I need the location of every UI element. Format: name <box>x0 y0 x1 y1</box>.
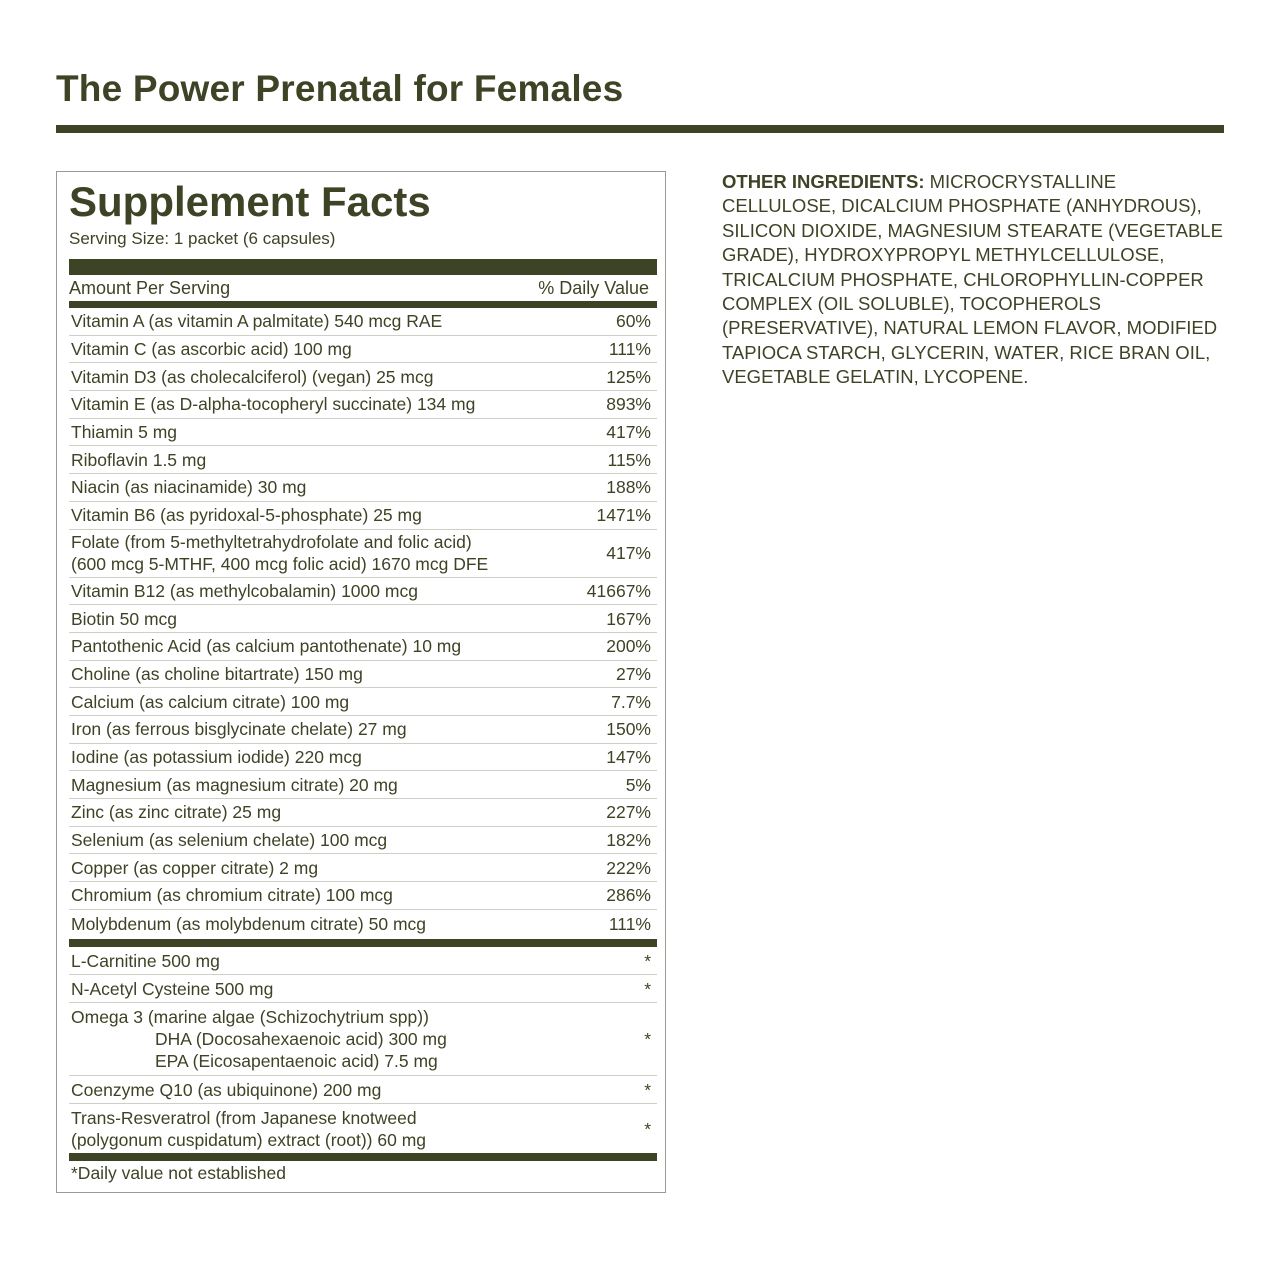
nutrient-name-line: Molybdenum (as molybdenum citrate) 50 mcg <box>71 913 427 934</box>
nutrient-row <box>69 975 657 1003</box>
nutrient-row <box>69 1003 657 1076</box>
nutrient-row <box>69 530 657 578</box>
daily-value: 417% <box>606 422 651 443</box>
daily-value: 125% <box>606 366 651 387</box>
nutrient-name <box>69 663 363 685</box>
nutrient-row <box>69 947 657 975</box>
nutrient-name-line: (600 mcg 5-MTHF, 400 mcg folic acid) 1670 mcg DFE <box>71 554 489 574</box>
nutrient-name-line: (polygonum cuspidatum) extract (root)) 60 mg <box>71 1130 426 1150</box>
nutrient-row <box>69 827 657 855</box>
nutrient-name <box>69 421 177 443</box>
nutrient-row <box>69 799 657 827</box>
nutrient-row <box>69 363 657 391</box>
daily-value: * <box>644 1079 651 1100</box>
nutrient-name-line: Trans-Resveratrol (from Japanese knotweed <box>71 1108 417 1128</box>
nutrient-name <box>69 338 352 360</box>
nutrient-row <box>69 910 657 938</box>
nutrient-name-line: Vitamin E (as D-alpha-tocopheryl succinate) 134 mg <box>71 394 476 415</box>
nutrient-row <box>69 308 657 336</box>
nutrient-name-line: N-Acetyl Cysteine 500 mg <box>71 978 274 999</box>
nutrient-sub-line: DHA (Docosahexaenoic acid) 300 mg <box>155 1029 447 1049</box>
nutrient-row <box>69 446 657 474</box>
daily-value: * <box>644 1119 651 1139</box>
divider-bar <box>69 301 657 308</box>
daily-value: 60% <box>615 311 651 332</box>
daily-value: 111% <box>608 339 651 360</box>
nutrient-name-line: L-Carnitine 500 mg <box>71 950 220 971</box>
nutrient-name <box>69 884 393 906</box>
daily-value: 286% <box>606 885 651 906</box>
nutrient-name-line: Chromium (as chromium citrate) 100 mcg <box>71 885 393 906</box>
nutrient-name-line: Coenzyme Q10 (as ubiquinone) 200 mg <box>71 1079 382 1100</box>
daily-value: * <box>644 1029 651 1049</box>
daily-value: 417% <box>606 543 651 563</box>
nutrient-name-line: Zinc (as zinc citrate) 25 mg <box>71 802 282 823</box>
facts-heading: Supplement Facts <box>69 178 431 225</box>
daily-value: 150% <box>606 719 651 740</box>
nutrient-name <box>69 746 362 768</box>
nutrient-name <box>69 774 398 796</box>
nutrient-name-line: Magnesium (as magnesium citrate) 20 mg <box>71 774 398 795</box>
nutrient-sub-line: EPA (Eicosapentaenoic acid) 7.5 mg <box>155 1051 438 1071</box>
daily-value: 167% <box>606 608 651 629</box>
page-title: The Power Prenatal for Females <box>56 68 624 109</box>
nutrient-row <box>69 578 657 606</box>
daily-value: 115% <box>607 449 651 470</box>
nutrient-row <box>69 1104 657 1154</box>
nutrient-name-line: Biotin 50 mcg <box>71 608 178 629</box>
nutrient-name-line: Vitamin B6 (as pyridoxal-5-phosphate) 25 mg <box>71 505 422 526</box>
vitamin-rows <box>69 308 657 937</box>
column-header-row <box>69 275 657 301</box>
nutrient-row <box>69 502 657 530</box>
nutrient-name <box>69 310 442 332</box>
divider-bar <box>69 939 657 947</box>
nutrient-name <box>69 913 426 935</box>
nutrient-name <box>69 635 461 657</box>
amount-per-serving-label: Amount Per Serving <box>69 277 231 298</box>
daily-value: 893% <box>606 394 651 415</box>
nutrient-row <box>69 716 657 744</box>
supplement-facts-panel <box>56 171 666 1193</box>
daily-value: 111% <box>608 913 651 934</box>
nutrient-name <box>69 366 433 388</box>
nutrient-name-line: Selenium (as selenium chelate) 100 mcg <box>71 830 388 851</box>
nutrient-name-line: Iodine (as potassium iodide) 220 mcg <box>71 746 362 767</box>
nutrient-row <box>69 474 657 502</box>
serving-size: Serving Size: 1 packet (6 capsules) <box>69 229 336 248</box>
nutrient-row <box>69 605 657 633</box>
daily-value: 1471% <box>596 505 651 526</box>
nutrient-name-line: Thiamin 5 mg <box>71 422 178 443</box>
nutrient-name <box>69 393 475 415</box>
nutrient-name-line: Omega 3 (marine algae (Schizochytrium spp)) <box>71 1007 429 1027</box>
nutrient-row <box>69 771 657 799</box>
nutrient-name <box>69 950 220 972</box>
other-ingredients-text: MICROCRYSTALLINE CELLULOSE, DICALCIUM PHOSPHATE (ANHYDROUS), SILICON DIOXIDE, MAGNESIUM STEARATE (VEGETABLE GRADE), HYDROXYPROPYL METHYLCELLULOSE, TRICALCIUM PHOSPHATE, CHLOROPHYLLIN-COPPER COMPLEX (OIL SOLUBLE), TOCOPHEROLS (PRESERVATIVE), NATURAL LEMON FLAVOR, MODIFIED TAPIOCA STARCH, GLYCERIN, WATER, RICE BRAN OIL, VEGETABLE GELATIN, LYCOPENE. <box>722 171 1223 388</box>
nutrient-name <box>69 801 281 823</box>
nutrient-name-line: Vitamin D3 (as cholecalciferol) (vegan) 25 mcg <box>71 366 434 387</box>
daily-value: 27% <box>615 663 651 684</box>
daily-value: 227% <box>606 802 651 823</box>
other-nutrient-rows <box>69 947 657 1154</box>
daily-value: 182% <box>606 830 651 851</box>
nutrient-name-line: Iron (as ferrous bisglycinate chelate) 27 mg <box>71 719 407 740</box>
nutrient-name-line: Niacin (as niacinamide) 30 mg <box>71 477 307 498</box>
divider-bar <box>69 259 657 275</box>
daily-value: 5% <box>625 774 651 795</box>
nutrient-name <box>69 718 407 740</box>
daily-value: 41667% <box>586 580 651 601</box>
daily-value: 188% <box>606 477 651 498</box>
daily-value: 7.7% <box>611 691 651 712</box>
nutrient-name <box>69 449 206 471</box>
daily-value: * <box>644 950 651 971</box>
nutrient-name <box>69 691 349 713</box>
nutrient-name-line: Vitamin B12 (as methylcobalamin) 1000 mcg <box>71 580 418 601</box>
nutrient-name <box>69 1107 426 1151</box>
daily-value: 222% <box>606 857 651 878</box>
daily-value-label: % Daily Value <box>538 277 649 298</box>
other-ingredients-label: OTHER INGREDIENTS: <box>722 171 925 192</box>
footnote: *Daily value not established <box>71 1163 286 1183</box>
nutrient-name <box>69 978 273 1000</box>
nutrient-name <box>69 1079 381 1101</box>
title-divider <box>56 125 1224 133</box>
nutrient-name-line: Riboflavin 1.5 mg <box>71 449 207 470</box>
nutrient-name <box>69 504 422 526</box>
nutrient-name-line: Copper (as copper citrate) 2 mg <box>71 857 319 878</box>
nutrient-name <box>69 857 318 879</box>
nutrient-row <box>69 1076 657 1104</box>
nutrient-row <box>69 633 657 661</box>
nutrient-name <box>69 608 177 630</box>
daily-value: 147% <box>606 746 651 767</box>
nutrient-row <box>69 661 657 689</box>
nutrient-name-line: Folate (from 5-methyltetrahydrofolate and folic acid) <box>71 532 472 552</box>
other-ingredients <box>722 170 1227 390</box>
nutrient-name <box>69 829 387 851</box>
nutrient-row <box>69 391 657 419</box>
nutrient-name-line: Vitamin A (as vitamin A palmitate) 540 mcg RAE <box>71 311 443 332</box>
nutrient-name-line: Choline (as choline bitartrate) 150 mg <box>71 663 363 684</box>
nutrient-name <box>69 1006 447 1072</box>
nutrient-row <box>69 419 657 447</box>
nutrient-name-line: Pantothenic Acid (as calcium pantothenate) 10 mg <box>71 636 462 657</box>
nutrient-name <box>69 476 306 498</box>
nutrient-name-line: Calcium (as calcium citrate) 100 mg <box>71 691 350 712</box>
nutrient-name <box>69 580 418 602</box>
nutrient-row <box>69 688 657 716</box>
divider-bar <box>69 1153 657 1161</box>
daily-value: * <box>644 978 651 999</box>
nutrient-row <box>69 854 657 882</box>
daily-value: 200% <box>606 636 651 657</box>
nutrient-row <box>69 744 657 772</box>
nutrient-name <box>69 531 488 575</box>
nutrient-row <box>69 882 657 910</box>
nutrient-name-line: Vitamin C (as ascorbic acid) 100 mg <box>71 339 352 360</box>
nutrient-row <box>69 336 657 364</box>
